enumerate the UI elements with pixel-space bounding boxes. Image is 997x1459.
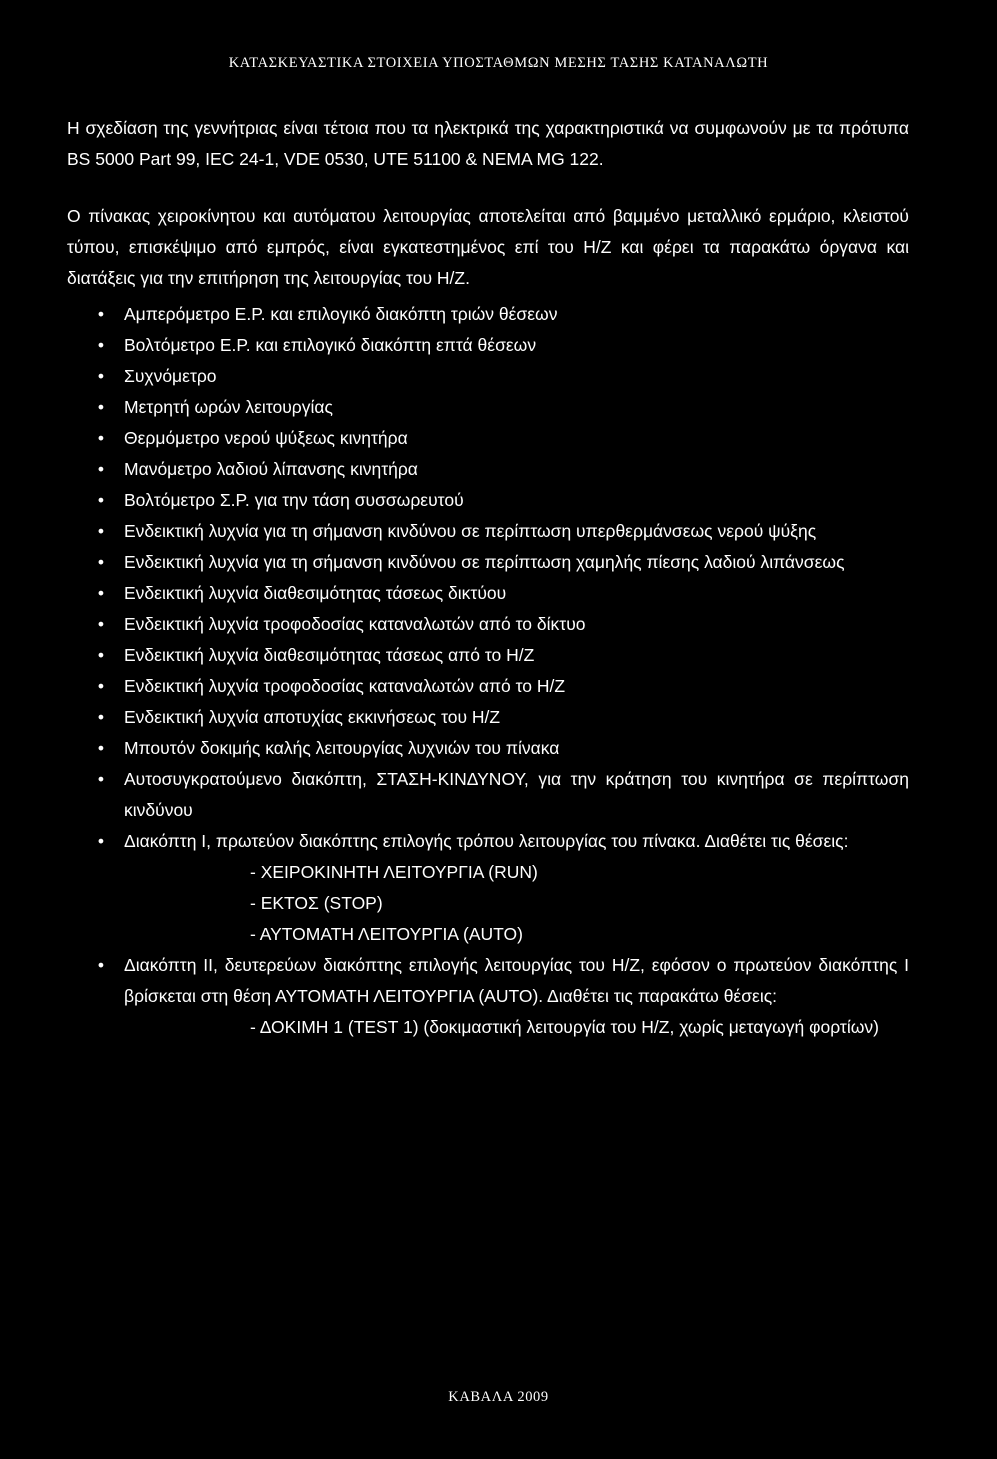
bullet-icon: • <box>97 459 105 479</box>
item-text: Αυτοσυγκρατούμενο διακόπτη, ΣΤΑΣΗ-ΚΙΝΔΥΝΟΥ, για την κράτηση του κινητήρα σε περίπτωση κινδύνου <box>124 769 909 820</box>
item-text: Συχνόμετρο <box>124 366 217 386</box>
bullet-icon: • <box>97 304 105 324</box>
bullet-icon: • <box>97 521 105 541</box>
item-text: Ενδεικτική λυχνία διαθεσιμότητας τάσεως δικτύου <box>124 583 507 603</box>
bullet-icon: • <box>97 831 105 851</box>
list-item <box>67 609 909 640</box>
list-item <box>67 299 909 330</box>
list-item <box>67 485 909 516</box>
item-text: Βολτόμετρο Ε.Ρ. και επιλογικό διακόπτη επτά θέσεων <box>124 335 537 355</box>
list-item <box>67 702 909 733</box>
list-item <box>67 516 909 547</box>
bullet-icon: • <box>97 428 105 448</box>
bullet-icon: • <box>97 552 105 572</box>
bullet-icon: • <box>97 707 105 727</box>
item-text: Ενδεικτική λυχνία αποτυχίας εκκινήσεως του Η/Ζ <box>124 707 501 727</box>
bullet-icon: • <box>97 366 105 386</box>
list-item <box>67 392 909 423</box>
switch-2-options <box>67 1012 909 1043</box>
list-item <box>67 671 909 702</box>
item-text: Αμπερόμετρο Ε.Ρ. και επιλογικό διακόπτη τριών θέσεων <box>124 304 558 324</box>
bullet-icon: • <box>97 769 105 789</box>
switch-option: - ΧΕΙΡΟΚΙΝΗΤΗ ΛΕΙΤΟΥΡΓΙΑ (RUN) <box>250 862 538 882</box>
item-text: Ενδεικτική λυχνία τροφοδοσίας καταναλωτών από το Η/Ζ <box>124 676 566 696</box>
list-item <box>67 764 909 826</box>
list-item <box>67 547 909 578</box>
item-text: Μπουτόν δοκιμής καλής λειτουργίας λυχνιών του πίνακα <box>124 738 560 758</box>
page-footer: ΚΑΒΑΛΑ 2009 <box>448 1389 549 1405</box>
list-item <box>67 330 909 361</box>
item-text: Βολτόμετρο Σ.Ρ. για την τάση συσσωρευτού <box>124 490 464 510</box>
switch-2-text: Διακόπτη ΙΙ, δευτερεύων διακόπτης επιλογής λειτουργίας του Η/Ζ, εφόσον ο πρωτεύον διακόπτης Ι βρίσκεται στη θέση ΑΥΤΟΜΑΤΗ ΛΕΙΤΟΥΡΓΙΑ (AUTO). Διαθέτει τις παρακάτω θέσεις: <box>124 955 909 1006</box>
bullet-icon: • <box>97 583 105 603</box>
list-item <box>67 578 909 609</box>
bullet-icon: • <box>97 676 105 696</box>
paragraph-standards: Η σχεδίαση της γεννήτριας είναι τέτοια που τα ηλεκτρικά της χαρακτηριστικά να συμφωνούν με τα πρότυπα BS 5000 Part 99, IEC 24-1, VDE 0530, UTE 51100 & NEMA MG 122. <box>67 118 909 169</box>
list-item <box>67 640 909 671</box>
list-item <box>67 454 909 485</box>
switch-1-options <box>67 857 909 950</box>
item-text: Μετρητή ωρών λειτουργίας <box>124 397 333 417</box>
bullet-icon: • <box>97 738 105 758</box>
item-text: Ενδεικτική λυχνία τροφοδοσίας καταναλωτών από το δίκτυο <box>124 614 586 634</box>
item-text: Ενδεικτική λυχνία διαθεσιμότητας τάσεως από το Η/Ζ <box>124 645 535 665</box>
bullet-icon: • <box>97 397 105 417</box>
list-item <box>67 361 909 392</box>
bullet-icon: • <box>97 614 105 634</box>
switch-2-option-list <box>67 1012 909 1043</box>
bullet-icon: • <box>97 490 105 510</box>
list-item-switch-1 <box>67 826 909 857</box>
item-text: Θερμόμετρο νερού ψύξεως κινητήρα <box>124 428 408 448</box>
equipment-list <box>67 299 909 1043</box>
bullet-icon: • <box>97 335 105 355</box>
list-item-switch-2 <box>67 950 909 1012</box>
bullet-icon: • <box>97 645 105 665</box>
document-body <box>67 113 909 1043</box>
item-text: Ενδεικτική λυχνία για τη σήμανση κινδύνου σε περίπτωση υπερθερμάνσεως νερού ψύξης <box>124 521 817 541</box>
switch-1-text: Διακόπτη Ι, πρωτεύον διακόπτης επιλογής τρόπου λειτουργίας του πίνακα. Διαθέτει τις θέσεις: <box>124 831 849 851</box>
switch-option: - ΑΥΤΟΜΑΤΗ ΛΕΙΤΟΥΡΓΙΑ (AUTO) <box>250 924 523 944</box>
switch-1-option-list <box>67 857 909 950</box>
item-text: Μανόμετρο λαδιού λίπανσης κινητήρα <box>124 459 418 479</box>
list-item <box>67 733 909 764</box>
list-item <box>67 423 909 454</box>
switch-option: - ΕΚΤΟΣ (STOP) <box>250 893 383 913</box>
item-text: Ενδεικτική λυχνία για τη σήμανση κινδύνου σε περίπτωση χαμηλής πίεσης λαδιού λιπάνσεως <box>124 552 845 572</box>
switch-option: - ΔΟΚΙΜΗ 1 (TEST 1) (δοκιμαστική λειτουργία του Η/Ζ, χωρίς μεταγωγή φορτίων) <box>250 1017 879 1037</box>
page-header: ΚΑΤΑΣΚΕΥΑΣΤΙΚΑ ΣΤΟΙΧΕΙΑ ΥΠΟΣΤΑΘΜΩΝ ΜΕΣΗΣ ΤΑΣΗΣ ΚΑΤΑΝΑΛΩΤΗ <box>228 55 769 71</box>
bullet-icon: • <box>97 955 105 975</box>
paragraph-cabinet: Ο πίνακας χειροκίνητου και αυτόματου λειτουργίας αποτελείται από βαμμένο μεταλλικό ερμάριο, κλειστού τύπου, επισκέψιμο από εμπρός, είναι εγκατεστημένος επί του Η/Ζ και φέρει τα παρακάτω όργανα και διατάξεις για την επιτήρηση της λειτουργίας του Η/Ζ. <box>67 206 909 288</box>
